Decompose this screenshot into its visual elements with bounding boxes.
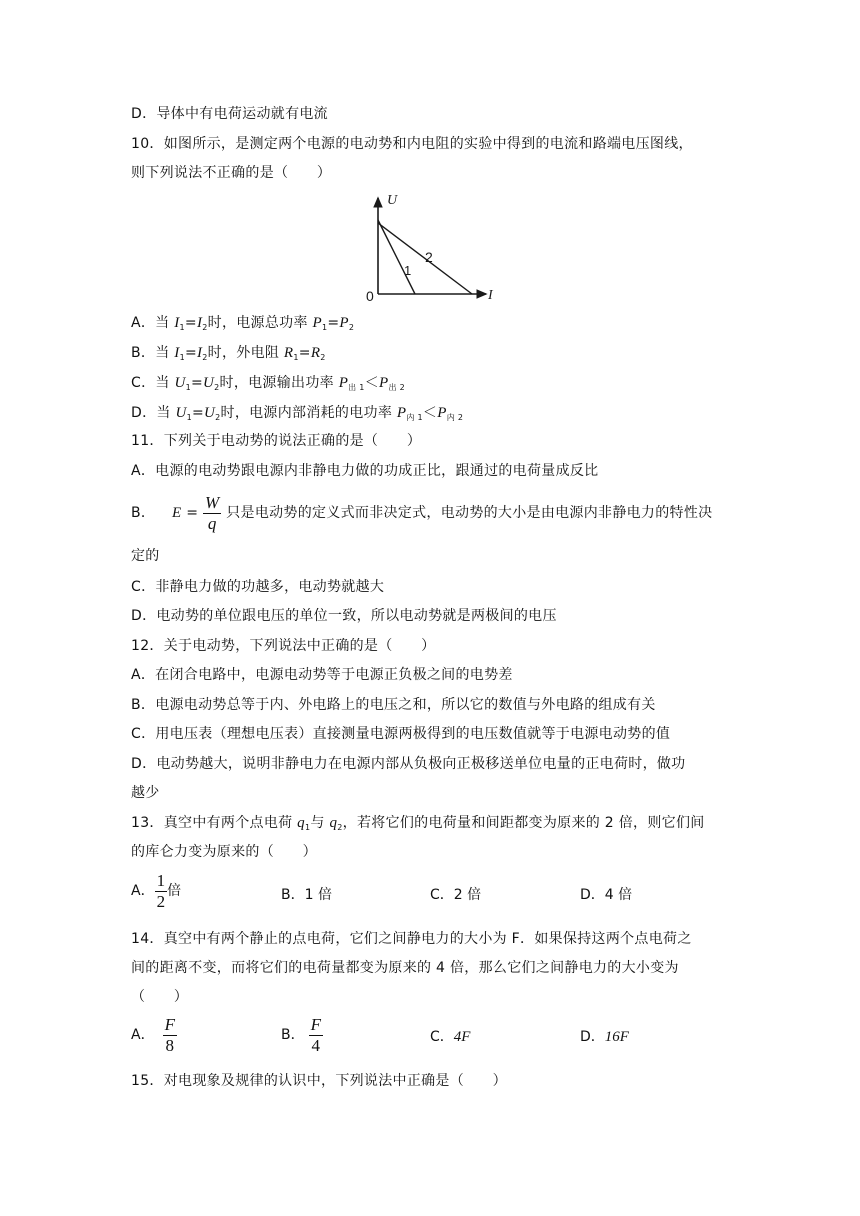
q12-option-d: D．电动势越大，说明非静电力在电源内部从负极向正极移送单位电量的正电荷时，做功 (131, 756, 686, 772)
q9-option-d: D．导体中有电荷运动就有电流 (131, 106, 328, 122)
q12-option-c: C．用电压表（理想电压表）直接测量电源两极得到的电压数值就等于电源电动势的值 (131, 726, 671, 742)
fraction-one-half: $\frac{1}{2}$ (156, 870, 166, 911)
y-axis-label: U (387, 193, 398, 208)
line-1-label: 1 (404, 263, 412, 278)
q13-option-c: C．2 倍 (430, 887, 482, 903)
q11-option-d: D．电动势的单位跟电压的单位一致，所以电动势就是两极间的电压 (131, 608, 557, 624)
origin-label: 0 (366, 288, 374, 302)
q13-option-a: A． $\frac{1}{2}$ 倍 (131, 870, 182, 911)
fraction-w-over-q: $\frac{W}{q}$ (204, 492, 220, 533)
q14-option-b: B． $\frac{F}{4}$ (281, 1014, 321, 1055)
q14-option-c: C．4F (430, 1029, 471, 1045)
q14-stem-line-1: 14．真空中有两个静止的点电荷，它们之间静电力的大小为 F．如果保持这两个点电荷之 (131, 931, 692, 947)
q14-option-d: D．16F (580, 1029, 629, 1045)
fraction-f-over-8: $\frac{F}{8}$ (164, 1014, 175, 1055)
q11-stem: 11．下列关于电动势的说法正确的是（ ） (131, 433, 422, 449)
line-1 (378, 220, 415, 294)
q11-option-a: A．电源的电动势跟电源内非静电力做的功成正比，跟通过的电荷量成反比 (131, 463, 599, 479)
q10-option-c: C．当 $U_1=U_2$时，电源输出功率 $P_{出 1}<P_{出 2}$ (131, 375, 406, 392)
q15-stem: 15．对电现象及规律的认识中，下列说法中正确是（ ） (131, 1073, 507, 1089)
q11-option-b: B． E = $\frac{W}{q}$ 只是电动势的定义式而非决定式，电动势的大小是由电源内非静电力的特性决 (131, 492, 713, 533)
q10-option-d: D．当 $U_1=U_2$时，电源内部消耗的电功率 $P_{内 1}<P_{内 2}$ (131, 405, 464, 422)
x-axis-label: I (488, 288, 493, 302)
q13-stem-line-1: 13．真空中有两个点电荷 $q_1$与 $q_2$，若将它们的电荷量和间距都变为原来的 2 倍，则它们间 (131, 815, 705, 832)
q12-stem: 12．关于电动势，下列说法中正确的是（ ） (131, 638, 436, 654)
q12-option-d-cont: 越少 (131, 785, 160, 801)
q10-option-b: B．当 $I_1=I_2$时，外电阻 $R_1=R_2$ (131, 345, 326, 362)
q14-stem-line-3: （ ） (131, 989, 189, 1005)
q10-stem-line-2: 则下列说法不正确的是（ ） (131, 165, 332, 181)
q12-option-b: B．电源电动势总等于内、外电路上的电压之和，所以它的数值与外电路的组成有关 (131, 697, 656, 713)
q12-option-a: A．在闭合电路中，电源电动势等于电源正负极之间的电势差 (131, 667, 513, 683)
q14-stem-line-2: 间的距离不变，而将它们的电荷量都变为原来的 4 倍，那么它们之间静电力的大小变为 (131, 960, 679, 976)
q11-option-b-cont: 定的 (131, 548, 160, 564)
q13-option-b: B．1 倍 (281, 887, 332, 903)
q11-option-c: C．非静电力做的功越多，电动势就越大 (131, 579, 385, 595)
q13-stem-line-2: 的库仑力变为原来的（ ） (131, 844, 317, 860)
q14-option-a: A． $\frac{F}{8}$ (131, 1014, 175, 1055)
q10-option-a: A．当 $I_1=I_2$时，电源总功率 $P_1=P_2$ (131, 315, 355, 332)
line-2-label: 2 (425, 249, 433, 265)
q13-option-d: D．4 倍 (580, 887, 633, 903)
q10-stem-line-1: 10．如图所示，是测定两个电源的电动势和内电阻的实验中得到的电流和路端电压图线， (131, 136, 693, 152)
u-i-graph (360, 190, 500, 302)
fraction-f-over-4: $\frac{F}{4}$ (310, 1014, 321, 1055)
